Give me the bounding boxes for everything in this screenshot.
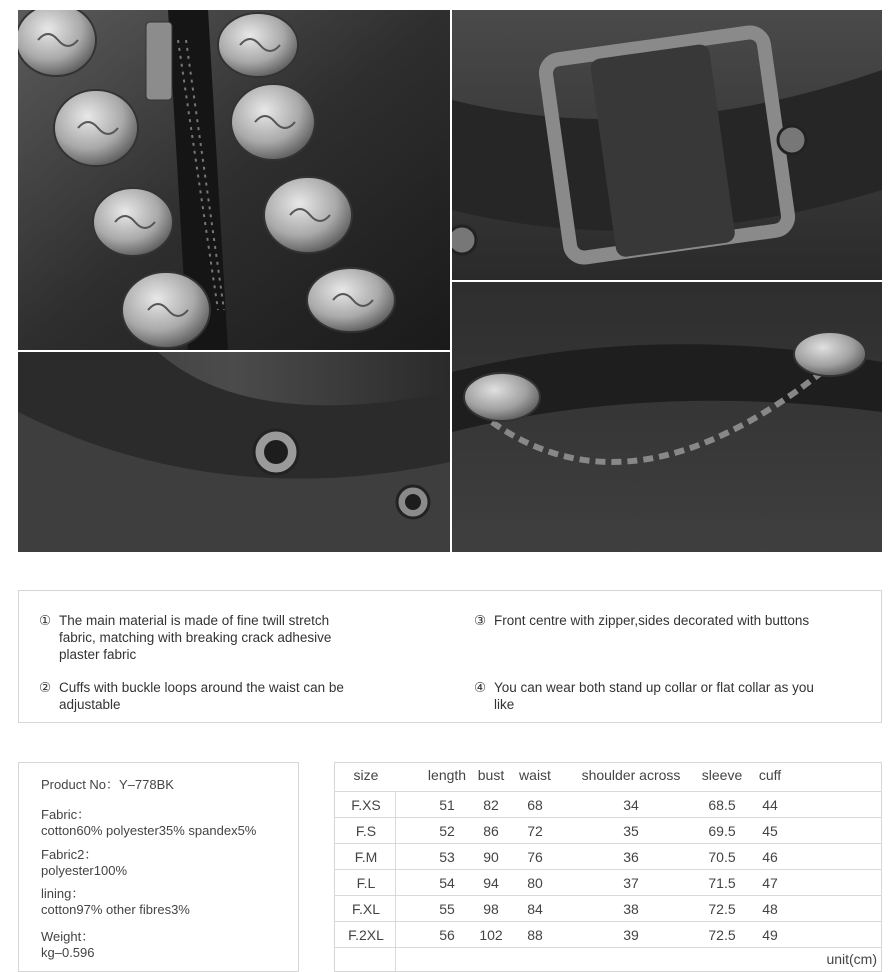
product-info-box xyxy=(18,762,299,972)
fabric-value: cotton60% polyester35% spandex5% xyxy=(41,823,257,838)
feature-number: ③ xyxy=(474,613,487,628)
fabric2-value: polyester100% xyxy=(41,863,127,878)
table-cell: 72.5 xyxy=(708,901,736,917)
feature-text: Cuffs with buckle loops around the waist can be adjustable xyxy=(59,680,344,712)
feature-number: ② xyxy=(39,680,52,695)
table-row-divider xyxy=(335,895,881,896)
feature-text: Front centre with zipper,sides decorated with buttons xyxy=(494,613,810,628)
table-row-divider xyxy=(335,791,881,792)
table-cell: 44 xyxy=(762,797,778,813)
table-row-divider xyxy=(335,843,881,844)
feature-item-4 xyxy=(474,679,824,713)
feature-item-2 xyxy=(39,679,369,713)
table-header-cell: waist xyxy=(519,767,551,783)
table-cell: 68.5 xyxy=(708,797,736,813)
lining-label: lining： xyxy=(41,886,85,901)
table-cell: 34 xyxy=(623,797,639,813)
table-cell: 39 xyxy=(623,927,639,943)
table-cell: 102 xyxy=(479,927,503,943)
feature-number: ① xyxy=(39,613,52,628)
table-size-cell: F.XS xyxy=(351,797,381,813)
table-cell: 72.5 xyxy=(708,927,736,943)
table-cell: 82 xyxy=(483,797,499,813)
fabric-label: Fabric： xyxy=(41,807,91,822)
table-cell: 56 xyxy=(439,927,455,943)
table-cell: 37 xyxy=(623,875,639,891)
table-cell: 68 xyxy=(527,797,543,813)
feature-text: The main material is made of fine twill stretch fabric, matching with breaking crack adhesive plaster fabric xyxy=(59,613,332,662)
photo-zipper-buttons xyxy=(18,10,450,350)
photo-chain xyxy=(452,282,882,552)
table-cell: 35 xyxy=(623,823,639,839)
table-row-divider xyxy=(335,947,881,948)
table-size-cell: F.XL xyxy=(351,901,380,917)
weight-value: kg–0.596 xyxy=(41,945,95,960)
size-table xyxy=(334,762,882,972)
table-cell: 69.5 xyxy=(708,823,736,839)
table-row-divider xyxy=(335,817,881,818)
product-number: Product No：Y–778BK xyxy=(41,777,174,792)
table-header-cell: cuff xyxy=(758,767,782,783)
table-cell: 53 xyxy=(439,849,455,865)
table-row-divider xyxy=(335,921,881,922)
feature-item-1 xyxy=(39,612,369,663)
table-cell: 80 xyxy=(527,875,543,891)
table-cell: 55 xyxy=(439,901,455,917)
table-header-cell: size xyxy=(353,767,379,783)
table-divider xyxy=(395,791,396,971)
table-cell: 49 xyxy=(762,927,778,943)
table-cell: 86 xyxy=(483,823,499,839)
table-header-cell: bust xyxy=(477,767,505,783)
table-size-cell: F.S xyxy=(355,823,377,839)
feature-text: You can wear both stand up collar or flat collar as you like xyxy=(494,680,814,712)
photo-collar-eyelets xyxy=(18,352,450,552)
table-cell: 76 xyxy=(527,849,543,865)
table-cell: 54 xyxy=(439,875,455,891)
table-size-cell: F.M xyxy=(354,849,378,865)
table-size-cell: F.L xyxy=(356,875,376,891)
table-cell: 88 xyxy=(527,927,543,943)
fabric2-label: Fabric2： xyxy=(41,847,98,862)
table-cell: 38 xyxy=(623,901,639,917)
table-cell: 52 xyxy=(439,823,455,839)
table-header-cell: shoulder across xyxy=(581,767,681,783)
table-cell: 48 xyxy=(762,901,778,917)
table-cell: 36 xyxy=(623,849,639,865)
table-cell: 90 xyxy=(483,849,499,865)
features-box xyxy=(18,590,882,723)
table-header-cell: sleeve xyxy=(701,767,743,783)
table-cell: 98 xyxy=(483,901,499,917)
photo-buckle xyxy=(452,10,882,280)
table-cell: 45 xyxy=(762,823,778,839)
weight-label: Weight： xyxy=(41,929,95,944)
feature-number: ④ xyxy=(474,680,487,695)
table-cell: 47 xyxy=(762,875,778,891)
unit-label: unit(cm) xyxy=(826,951,877,967)
table-row-divider xyxy=(335,869,881,870)
feature-item-3 xyxy=(474,612,864,629)
table-cell: 71.5 xyxy=(708,875,736,891)
table-cell: 51 xyxy=(439,797,455,813)
lining-value: cotton97% other fibres3% xyxy=(41,902,190,917)
table-cell: 70.5 xyxy=(708,849,736,865)
table-cell: 84 xyxy=(527,901,543,917)
table-cell: 46 xyxy=(762,849,778,865)
table-size-cell: F.2XL xyxy=(348,927,384,943)
table-cell: 72 xyxy=(527,823,543,839)
table-header-cell: length xyxy=(427,767,467,783)
table-cell: 94 xyxy=(483,875,499,891)
